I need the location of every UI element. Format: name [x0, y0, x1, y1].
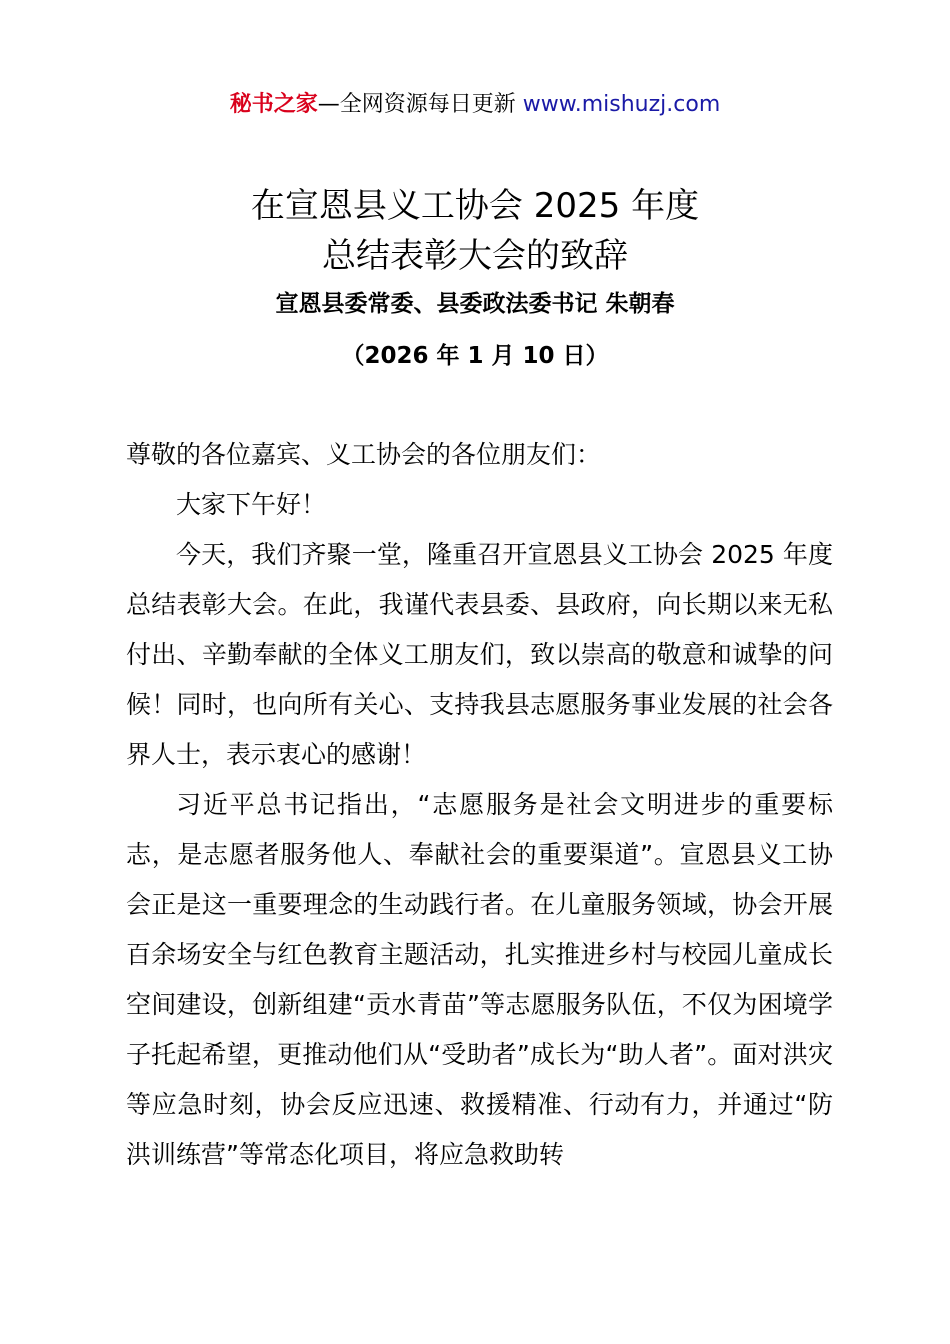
paragraph-greeting: 大家下午好！: [176, 490, 327, 519]
brand-name: 秘书之家: [229, 92, 318, 117]
document-title-line-2: 总结表彰大会的致辞: [322, 236, 628, 276]
document-author: 宣恩县委常委、县委政法委书记 朱朝春: [275, 291, 675, 317]
paragraph-achievements: 习近平总书记指出，“志愿服务是社会文明进步的重要标志，是志愿者服务他人、奉献社会的重要渠道”。宣恩县义工协会正是这一重要理念的生动践行者。在儿童服务领域，协会开展百余场安全与红色教育主题活动，扎实推进乡村与校园儿童成长空间建设，创新组建“贡水青苗”等志愿服务队伍，不仅为困境学子托起希望，更推动他们从“受助者”成长为“助人者”。面对洪灾等应急时刻，协会反应迅速、救援精准、行动有力，并通过“防洪训练营”等常态化项目，将应急救助转: [126, 790, 833, 1169]
document-body: [126, 430, 833, 1180]
salutation: 尊敬的各位嘉宾、义工协会的各位朋友们：: [126, 440, 602, 469]
document-title-line-1: 在宣恩县义工协会 2025 年度: [250, 186, 700, 226]
site-url[interactable]: www.mishuzj.com: [522, 92, 721, 117]
site-header: [0, 88, 950, 122]
paragraph-opening: 今天，我们齐聚一堂，隆重召开宣恩县义工协会 2025 年度总结表彰大会。在此，我谨代表县委、县政府，向长期以来无私付出、辛勤奉献的全体义工朋友们，致以崇高的敬意和诚挚的问候！同时，也向所有关心、支持我县志愿服务事业发展的社会各界人士，表示衷心的感谢！: [126, 540, 833, 769]
document-date: （2026 年 1 月 10 日）: [341, 343, 609, 369]
header-slogan: —全网资源每日更新: [317, 92, 523, 117]
